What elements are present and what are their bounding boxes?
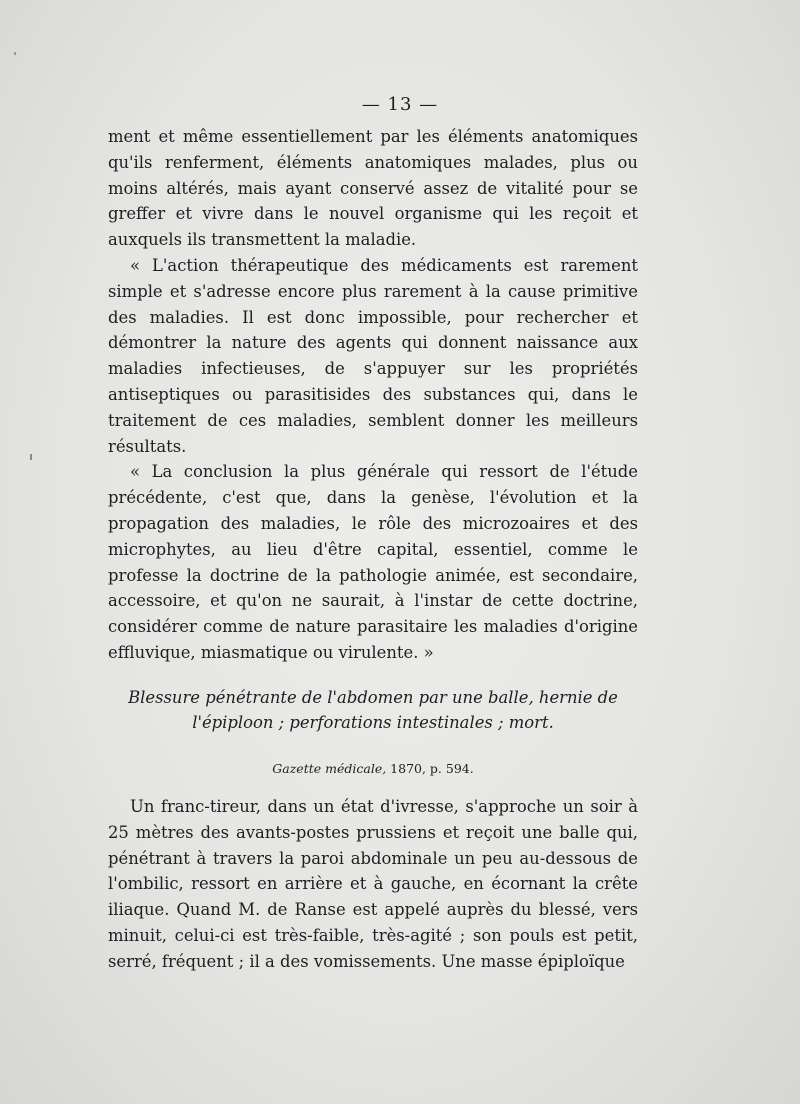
paragraph-conclusion: « La conclusion la plus générale qui ressort de l'étude précédente, c'est que, dans la genèse, l'évolution et la propagation des maladies, le rôle des microzoaires et des microphytes, au lieu d'être capital, essentiel, comme le professe la doctrine de la pathologie animée, est secondaire, accessoire, et qu'on ne saurait, à l'instar de cette doctrine, considérer comme de nature parasitaire les maladies d'origine effluvique, miasmatique ou virulente. » — [108, 462, 638, 662]
paragraph-case-description: Un franc-tireur, dans un état d'ivresse, s'approche un soir à 25 mètres des avants-postes prussiens et reçoit une balle qui, pénétrant à travers la paroi abdominale un peu au-dessous de l'ombilic, ressort en arrière et à gauche, en écornant la crête iliaque. Quand M. de Ranse est appelé auprès du blessé, vers minuit, celui-ci est très-faible, très-agité ; son pouls est petit, serré, fréquent ; il a des vomissements. Une masse épiploïque — [108, 797, 638, 971]
body-text-bottom — [108, 794, 638, 975]
citation-details: 1870, p. 594. — [386, 761, 474, 776]
paragraph-therapeutic-action: « L'action thérapeutique des médicaments est rarement simple et s'adresse encore plus rarement à la cause primitive des maladies. Il est donc impossible, pour rechercher et démontrer la nature des agents qui donnent naissance aux maladies infectieuses, de s'appuyer sur les propriétés antiseptiques ou parasitisides des substances qui, dans le traitement de ces maladies, semblent donner les meilleurs résultats. — [108, 255, 638, 456]
body-text-top — [108, 124, 638, 666]
case-heading: Blessure pénétrante de l'abdomen par une balle, hernie de l'épiploon ; perforations intestinales ; mort. — [128, 688, 618, 732]
paragraph-continuation: ment et même essentiellement par les éléments anatomiques qu'ils renferment, éléments anatomiques malades, plus ou moins altérés, mais ayant conservé assez de vitalité pour se greffer et vivre dans le nouvel organisme qui les reçoit et auxquels ils transmettent la maladie. — [108, 127, 638, 250]
margin-mark — [30, 454, 32, 460]
citation-journal: Gazette médicale, — [272, 761, 387, 776]
page-number: — 13 — — [361, 94, 439, 115]
scan-speck — [14, 52, 16, 55]
source-citation — [108, 761, 638, 776]
